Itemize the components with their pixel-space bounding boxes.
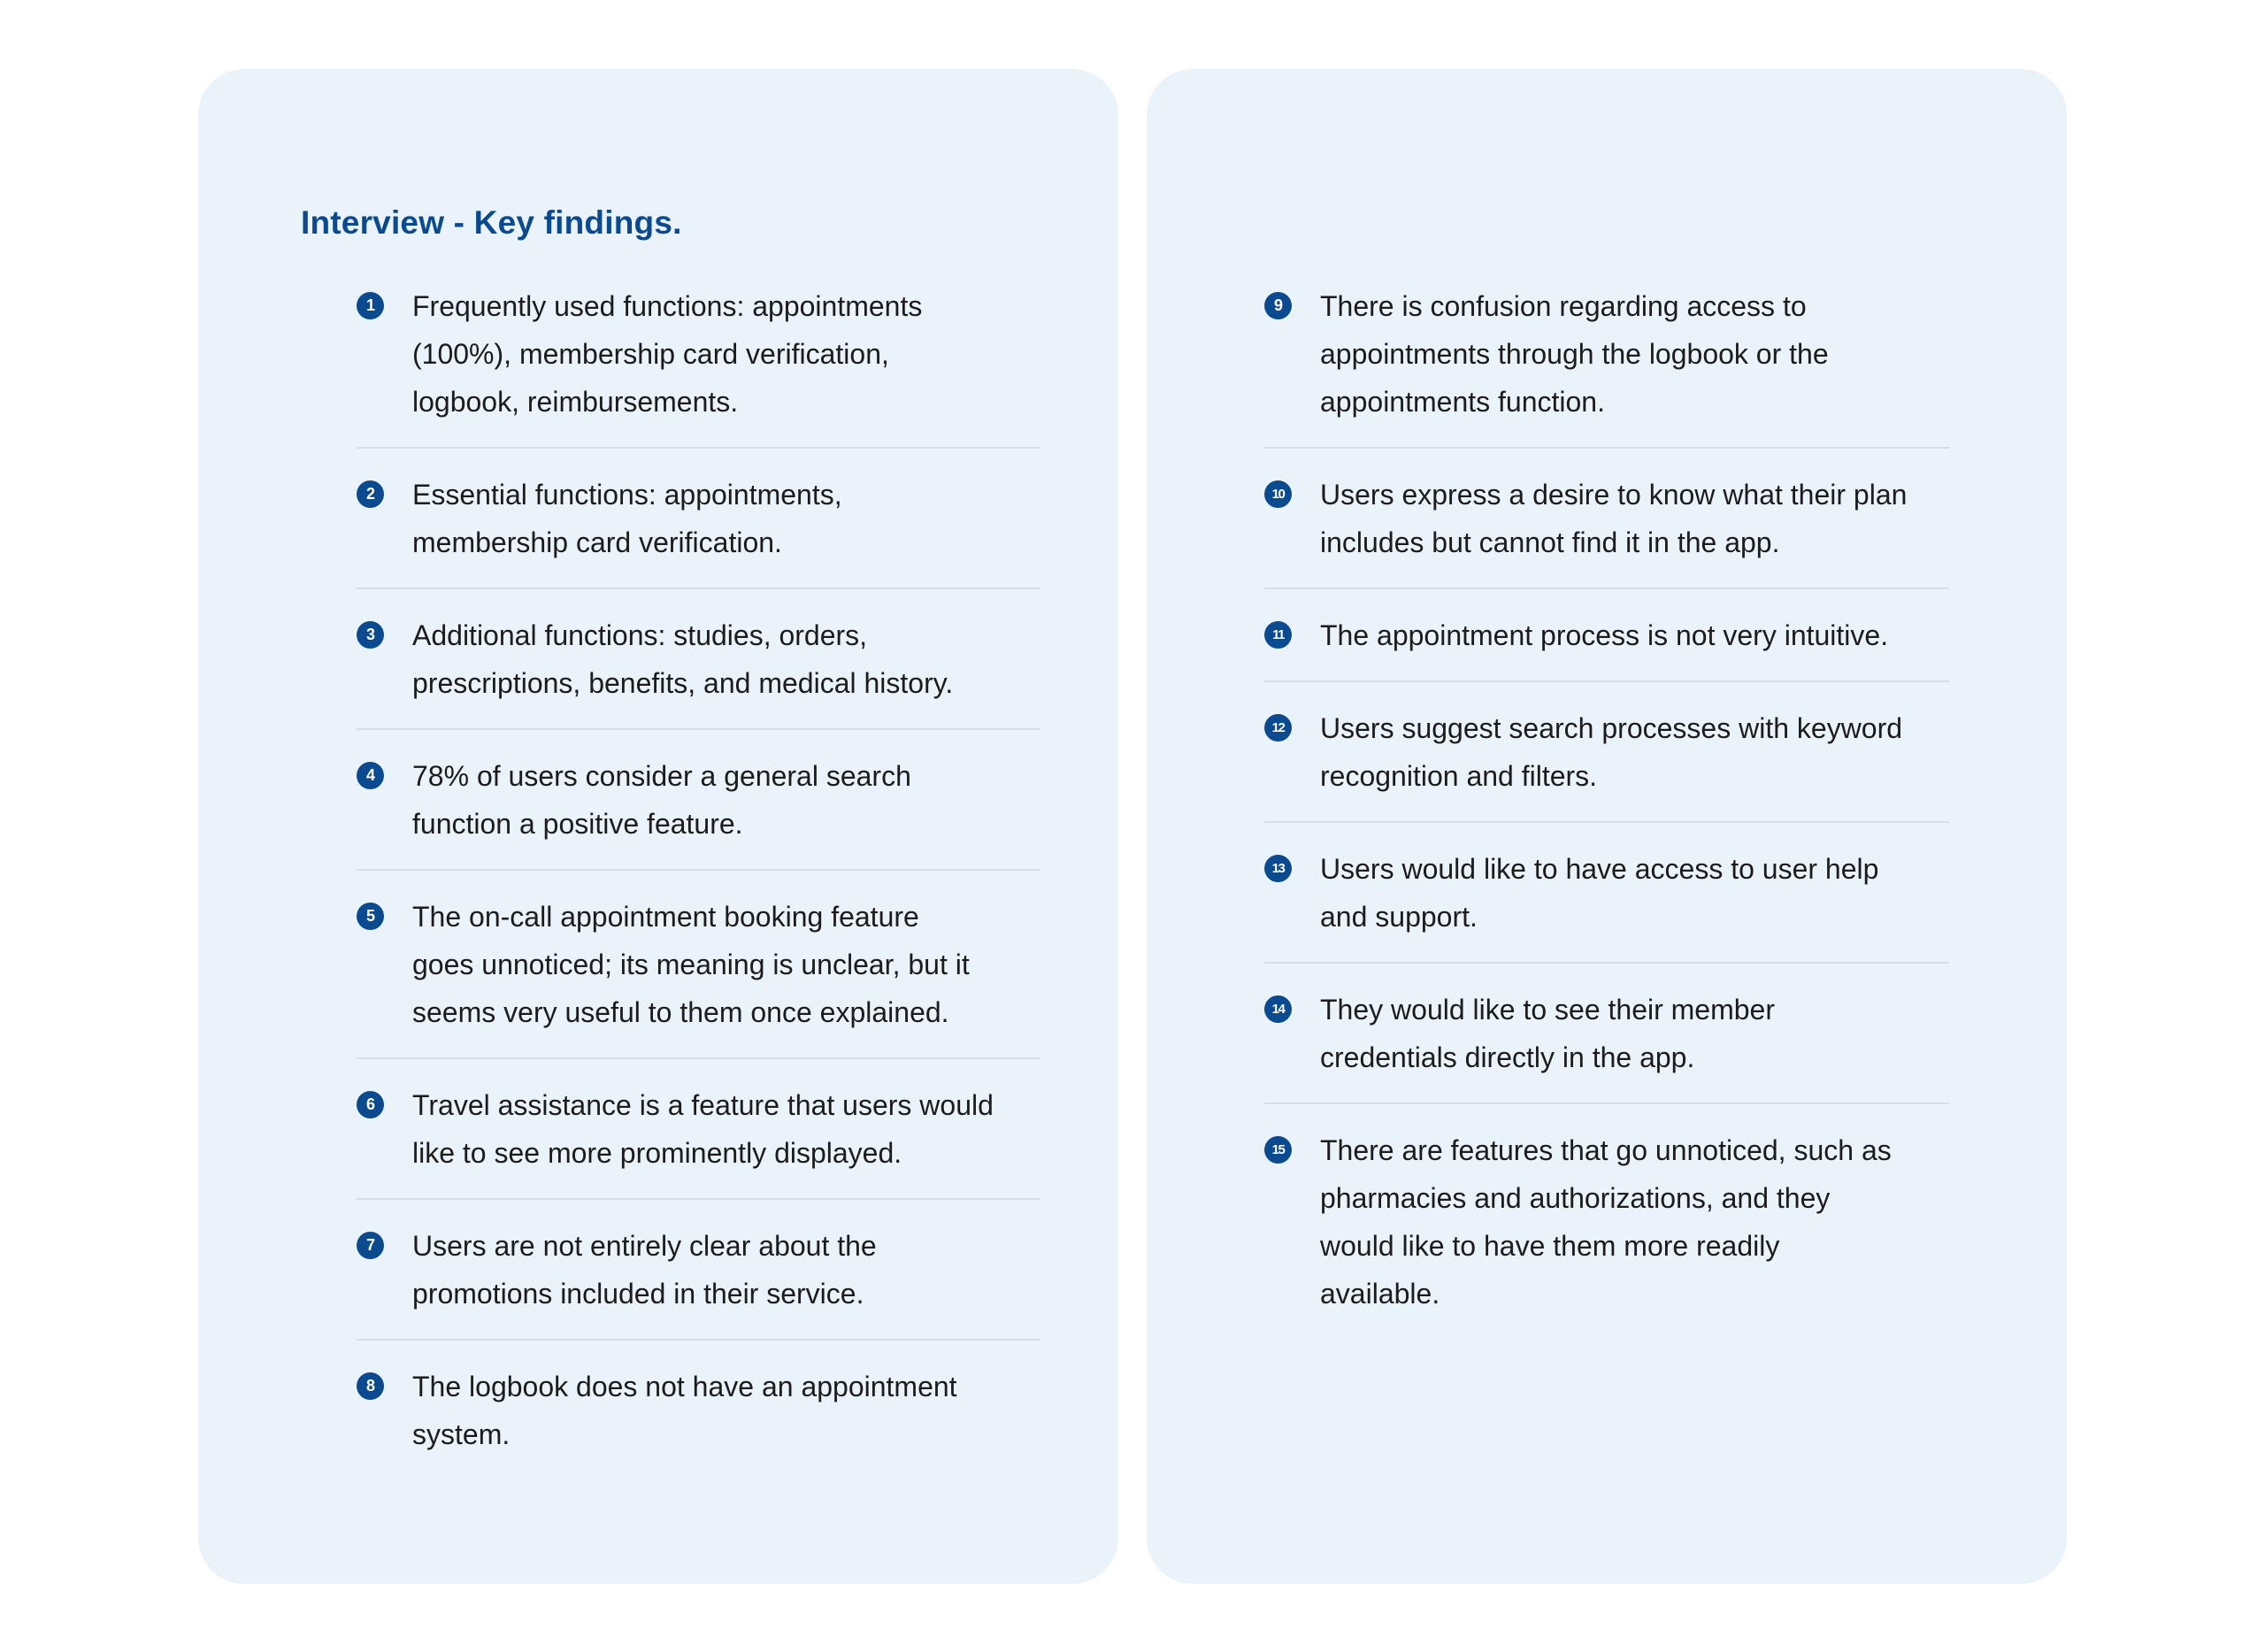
finding-text-line: Travel assistance is a feature that users would (412, 1089, 994, 1121)
finding-text (412, 893, 1040, 1036)
finding-text (412, 282, 1040, 426)
findings-list-left (357, 260, 1040, 1479)
finding-text-line: would like to have them more readily (1320, 1230, 1780, 1262)
finding-text-line: pharmacies and authorizations, and they (1320, 1182, 1831, 1214)
number-badge-icon: 8 (357, 1372, 384, 1400)
finding-text-line: recognition and filters. (1320, 760, 1598, 792)
finding-text-line: available. (1320, 1278, 1440, 1310)
finding-text-line: promotions included in their service. (412, 1278, 864, 1310)
finding-text-line: logbook, reimbursements. (412, 386, 739, 418)
finding-item (1264, 449, 1949, 589)
finding-item (357, 1341, 1040, 1479)
finding-text (412, 1363, 1040, 1458)
number-badge-icon: 2 (357, 480, 384, 508)
finding-text-line: Users would like to have access to user help (1320, 853, 1879, 885)
finding-text-line: and support. (1320, 901, 1478, 933)
number-badge-icon: 9 (1264, 292, 1292, 319)
finding-text-line: appointments through the logbook or the (1320, 338, 1829, 370)
finding-text-line: The on-call appointment booking feature (412, 901, 919, 933)
number-badge-icon: 15 (1264, 1136, 1292, 1164)
finding-item (357, 730, 1040, 871)
finding-item (1264, 823, 1949, 964)
finding-item (1264, 589, 1949, 682)
finding-text-line: goes unnoticed; its meaning is unclear, but it (412, 949, 970, 980)
finding-text-line: There is confusion regarding access to (1320, 290, 1807, 322)
finding-text-line: Essential functions: appointments, (412, 479, 842, 511)
finding-text (1320, 1126, 1949, 1318)
finding-text-line: Users suggest search processes with keyword (1320, 712, 1903, 744)
finding-item (1264, 682, 1949, 823)
finding-text-line: There are features that go unnoticed, such as (1320, 1134, 1892, 1166)
number-badge-icon: 4 (357, 762, 384, 789)
number-badge-icon: 11 (1264, 621, 1292, 649)
finding-item (1264, 260, 1949, 449)
findings-card-left (198, 69, 1118, 1584)
finding-text-line: credentials directly in the app. (1320, 1041, 1695, 1073)
finding-item (357, 1059, 1040, 1200)
number-badge-icon: 6 (357, 1091, 384, 1118)
finding-text (412, 471, 1040, 566)
finding-item (357, 260, 1040, 449)
finding-item (1264, 1104, 1949, 1339)
finding-text-line: membership card verification. (412, 526, 782, 558)
finding-text-line: function a positive feature. (412, 808, 743, 840)
number-badge-icon: 7 (357, 1232, 384, 1259)
finding-text (1320, 986, 1949, 1081)
finding-text-line: appointments function. (1320, 386, 1605, 418)
finding-text (1320, 704, 1949, 800)
number-badge-icon: 13 (1264, 855, 1292, 882)
finding-text (1320, 471, 1949, 566)
finding-text-line: prescriptions, benefits, and medical history. (412, 667, 954, 699)
finding-text-line: Users express a desire to know what their plan (1320, 479, 1908, 511)
finding-item (1264, 964, 1949, 1104)
finding-text (1320, 845, 1949, 941)
finding-text-line: seems very useful to them once explained. (412, 996, 949, 1028)
number-badge-icon: 1 (357, 292, 384, 319)
finding-text (412, 1081, 1040, 1177)
finding-text-line: Frequently used functions: appointments (412, 290, 923, 322)
findings-list-right (1264, 260, 1949, 1339)
finding-text (412, 611, 1040, 707)
number-badge-icon: 10 (1264, 480, 1292, 508)
finding-text-line: They would like to see their member (1320, 994, 1775, 1026)
finding-text (1320, 611, 1949, 659)
finding-text-line: (100%), membership card verification, (412, 338, 889, 370)
page-title: Interview - Key findings. (301, 204, 682, 241)
finding-item (357, 871, 1040, 1059)
finding-text-line: The appointment process is not very intuitive. (1320, 619, 1889, 651)
finding-item (357, 449, 1040, 589)
finding-text-line: Users are not entirely clear about the (412, 1230, 877, 1262)
number-badge-icon: 14 (1264, 995, 1292, 1023)
finding-text-line: Additional functions: studies, orders, (412, 619, 868, 651)
number-badge-icon: 5 (357, 903, 384, 930)
finding-text-line: includes but cannot find it in the app. (1320, 526, 1780, 558)
finding-item (357, 589, 1040, 730)
finding-item (357, 1200, 1040, 1341)
number-badge-icon: 12 (1264, 714, 1292, 741)
finding-text-line: like to see more prominently displayed. (412, 1137, 902, 1169)
number-badge-icon: 3 (357, 621, 384, 649)
findings-card-right (1147, 69, 2067, 1584)
finding-text (412, 752, 1040, 848)
finding-text-line: 78% of users consider a general search (412, 760, 911, 792)
finding-text-line: system. (412, 1418, 511, 1450)
finding-text (1320, 282, 1949, 426)
finding-text-line: The logbook does not have an appointment (412, 1371, 957, 1402)
finding-text (412, 1222, 1040, 1318)
